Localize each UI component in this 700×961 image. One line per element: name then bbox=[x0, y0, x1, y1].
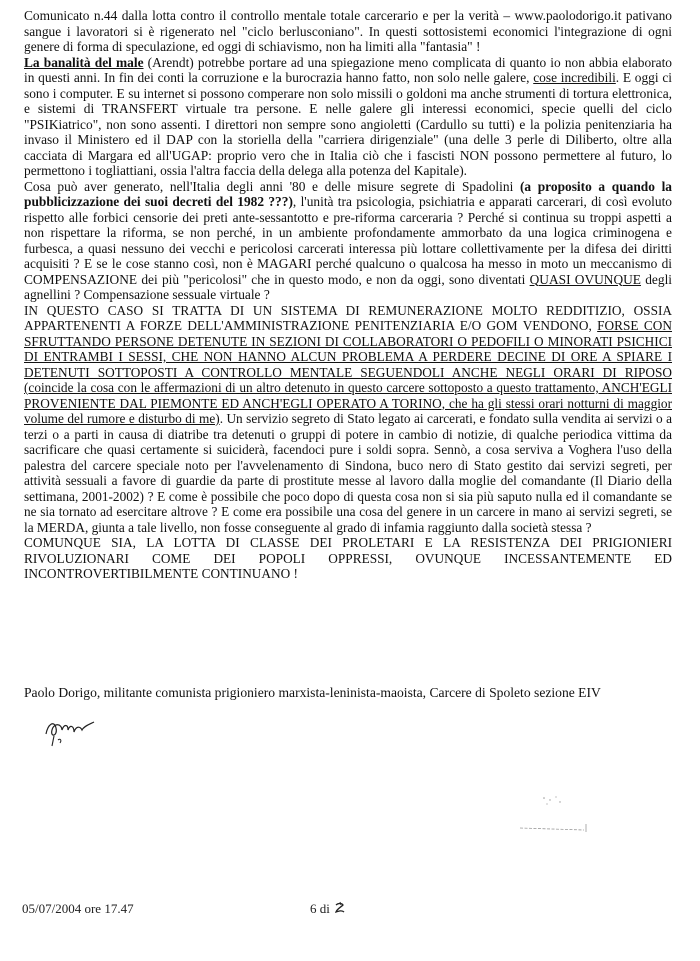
spadolini-underlined: QUASI OVUNQUE bbox=[529, 271, 641, 287]
sistema-underlined-caps: FORSE CON SFRUTTANDO PERSONE DETENUTE IN SEZIONI DI COLLABORATORI O PEDOFILI O MINORATI PSICHICI DI ENTRAMBI I SESSI, CHE NON HANNO ALCUN PROBLEMA A PERDERE DECINE DI ORE A SPIARE I DETENUTI SOTTOPOSTI A CONTROLLO MENTALE SEGUENDOLI ANCHE NEGLI ORARI DI RIPOSO bbox=[24, 318, 672, 380]
conclusione-text: COMUNQUE SIA, LA LOTTA DI CLASSE DEI PROLETARI E LA RESISTENZA DEI PRIGIONIERI RIVOLUZIONARI COME DEI POPOLI OPPRESSI, OVUNQUE INCESSANTEMENTE ED INCONTROVERTIBILMENTE CONTINUANO ! bbox=[24, 535, 672, 581]
paragraph-sistema bbox=[24, 303, 672, 536]
footer-page-number bbox=[310, 901, 347, 917]
sistema-text: . Un servizio segreto di Stato legato ai carcerati, e fondato sulla vendita ai servizi o a terzi o a parti in causa di diatribe tra detenuti o gruppi di potere in cambio di notizie, di qualche periodica vittima da sacrificare che quasi certamente si suiciderà, facendoci pure i soldi sopra. Sennò, a cosa serviva a Voghera l'uso della palestra del carcere speciale noto per l'avvelenamento di Sindona, buco nero di Stato gestito dai servizi segreti, per attività sessuali a favore di guardie da parte di prostitute messe al lavoro dalla moglie del comandante (Il Diario della settimana, 2001-2002) ? E come è possibile che poco dopo di questa cosa non si sia più saputo nulla ed il comandante se ne sia tornato ad esercitare altrove ? E come era possibile una cosa del genere in un carcere in mano ai servizi segreti, se la MERDA, giunta a tale livello, non fosse conseguente al grado di infamia raggiunto dalla società stessa ? bbox=[24, 411, 673, 535]
handwritten-signature-icon bbox=[40, 710, 100, 752]
signature-line: Paolo Dorigo, militante comunista prigioniero marxista-leninista-maoista, Carcere di Spoleto sezione EIV bbox=[24, 685, 601, 700]
paragraph-intro bbox=[24, 8, 672, 55]
spadolini-text-a: Cosa può aver generato, nell'Italia degli anni '80 e delle misure segrete di Spadolini bbox=[24, 178, 520, 194]
banalita-underlined: cose incredibili bbox=[533, 70, 616, 85]
footer-date: 05/07/2004 ore 17.47 bbox=[22, 901, 134, 916]
handwritten-total-pages-icon bbox=[333, 901, 347, 915]
page-number-text: 6 di bbox=[310, 901, 330, 916]
text-block bbox=[24, 8, 672, 582]
sistema-underlined-note: (coincide la cosa con le affermazioni di un altro detenuto in questo carcere sottoposto a questo trattamento, ANCH'EGLI PROVENIENTE DAL PIEMONTE ED ANCH'EGLI OPERATO A TORINO, che ha gli stessi orari notturni di maggior volume del rumore e disturbo di me) bbox=[24, 380, 672, 426]
spadolini-bold: (a proposito a quando la pubblicizzazione dei suoi decreti del 1982 ???) bbox=[24, 178, 672, 209]
paragraph-banalita bbox=[24, 55, 672, 179]
spadolini-text-b: , l'unità tra psicologia, psichiatria e apparati carcerari, di così evoluto rispetto alle forbici censorie dei preti ante-sessantotto e pre-riforma carceraria ? Perché si continua su troppi aspetti a non rispettare la riforma, se non perché, in un ambiente profondamente ammorbato da una logica criminogena e furbesca, a quasi nessuno dei vecchi e pericolosi carcerati interessa più lottare collettivamente per la difesa dei diritti acquisiti ? E se le cose stanno così, non è MAGARI perché qualcuno o qualcosa ha messo in moto un meccanismo di COMPENSAZIONE dei più "pericolosi" che in questo modo, e non da oggi, sono diventati bbox=[24, 194, 672, 287]
document-body bbox=[24, 8, 672, 582]
banalita-text-a: (Arendt) potrebbe portare ad una spiegazione meno complicata di quanto io non abbia elaborato in questi anni. In fin dei conti la corruzione e la burocrazia hanno fatto, non solo nelle galere, bbox=[24, 54, 672, 85]
banalita-text-b: . E oggi ci sono i computer. E su internet si possono comperare non solo missili o goldoni ma anche strumenti di tortura elettronica, e sistemi di TRANSFERT virtuale tra persone. E nelle galere gli interessi economici, specie quelli del ciclo "PSIKiatrico", non sono assenti. I direttori non sempre sono angioletti (Cardullo su tutti) e la polizia penitenziaria ha invaso il Ministero ed il DAP con la storiella della "carriera dirigenziale" (una delle 3 perle di Diliberto, oltre alla cacciata di Margara ed all'UGAP: proprio vero che in Italia ciò che i fascisti NON possono permettere al futuro, lo permettono i togliattiani, ossia l'altra faccia della delega alla potenza del Kapitale). bbox=[24, 70, 672, 178]
paragraph-spadolini bbox=[24, 179, 672, 303]
paragraph-conclusione bbox=[24, 535, 672, 582]
spadolini-text-c: degli agnellini ? Compensazione sessuale virtuale ? bbox=[24, 271, 673, 302]
scan-marks-icon bbox=[500, 790, 600, 840]
banalita-title: La banalità del male bbox=[24, 54, 144, 70]
sistema-caps: IN QUESTO CASO SI TRATTA DI UN SISTEMA DI REMUNERAZIONE MOLTO REDDITIZIO, OSSIA APPARTENENTI A FORZE DELL'AMMINISTRAZIONE PENITENZIARIA E/O GOM VENDONO, bbox=[24, 302, 672, 333]
intro-text: Comunicato n.44 dalla lotta contro il controllo mentale totale carcerario e per la verità – www.paolodorigo.it pativano sangue i lavoratori si è rigenerato nel "ciclo berlusconiano". In questi sottosistemi economici l'integrazione di ogni genere di forma di speculazione, ed oggi di schiavismo, non ha limiti alla "fantasia" ! bbox=[24, 8, 672, 54]
